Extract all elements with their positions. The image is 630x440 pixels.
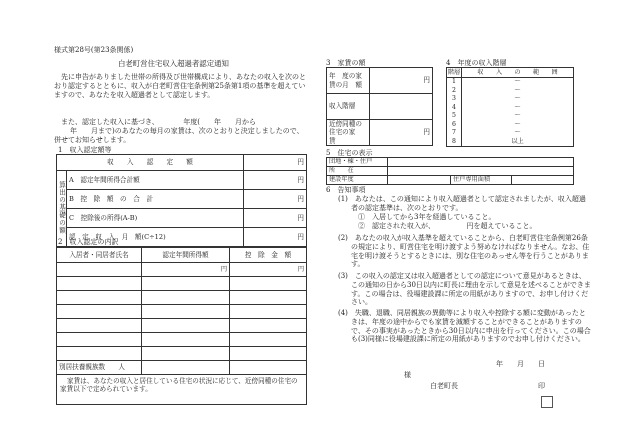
income-row-b-unit: 円 [244,190,307,209]
dependents-label: 別居扶養親族数 人 [57,361,142,375]
deduction-unit: 円 [230,263,307,277]
header-income: 認定年間所得額 [142,248,230,263]
income-amount-label: 収 入 認 定 額 [57,155,244,171]
income-row-a-unit: 円 [244,171,307,190]
table-row [57,277,142,291]
notice-item-1b: ② 認定された収入が、 円を超えていること。 [358,222,537,230]
rank-3: 3 [452,95,456,102]
intro-paragraph-1: 先に申告がありました世帯の所得及び世帯構成により、あなたの収入を次のとおり認定するとともに、収入が白老町営住宅条例第25条第1項の基準を超えていますので、あなたを収入超過者として認定します。 [54,73,306,99]
rent-row-monthly-unit: 円 [370,68,433,94]
table-row [57,347,142,361]
range-tilde-6: ～ [514,120,521,128]
notice-item-2: (2) あなたの収入が収入基準を超えていることから、白老町営住宅条例第26条の規定により、町営住宅を明け渡すよう努めなければなりません。なお、住宅を明け渡そうとするときには、別な住宅のあっせん等を行うことがあります。 [338,234,590,269]
range-tilde-4: ～ [514,103,521,111]
section5-heading: 5 住宅の表示 [326,149,373,157]
section6-heading: 6 告知事項 [326,186,366,194]
rent-row-rank: 収入階層 [327,94,370,120]
income-table [56,154,307,247]
rank-8: 8 [452,137,456,145]
header-name: 入居者・同居者氏名 [57,248,142,263]
section2-heading: 2 収入認定の内訳 [58,238,119,246]
mayor-label: 白老町長 [430,382,458,390]
range-last: 以上 [511,137,524,145]
income-row-monthly: 認 定 収 入 月 額(C÷12) [67,228,244,247]
checkbox-square [541,396,553,408]
income-row-c-unit: 円 [244,209,307,228]
table-row [57,333,142,347]
notice-item-1: (1) あなたは、この通知により収入超過者として認定されましたが、収入超過者の認定基準は、次のとおりです。 [338,195,586,212]
income-row-a: A 認定年間所得合計額 [67,171,244,190]
table-row [57,319,142,333]
section1-heading: 1 収入認定額等 [58,146,112,154]
rent-row-rank-value [370,94,433,120]
issue-date: 年 月 日 [496,360,545,368]
range-tilde-1: ～ [514,78,521,85]
intro-paragraph-2b: 年 月まで)のあなたの毎月の家賃は、次のとおりと決定しましたので、併せてお知らせします。 [54,127,304,144]
range-header: 収 入 の 範 囲 [462,68,574,78]
section3-heading: 3 家賃の額 [326,59,366,67]
housing-row-building: 団地・棟・住戸 [327,158,388,167]
income-row-monthly-unit: 円 [244,228,307,247]
rent-note: 家賃は、あなたの収入と居住している住宅の状況に応じて、近傍同種の住宅の家賃以下で定められています。 [57,375,307,405]
rank-5: 5 [452,112,456,119]
form-number: 様式第28号(第23条関係) [54,46,134,54]
breakdown-table [56,247,307,405]
section4-heading: 4 年度の収入階層 [446,59,507,67]
notice-item-4: (4) 失職、退職、同居親族の異動等により収入や控除する額に変動があったときは、年度の途中からでも家賃を減額することができることがありますので、その事実があったときから30日以内に申出を行ってください。この場合も(3)同様に役場建設課に所定の用紙がありますのでお申し付けください。 [338,309,591,344]
addressee-suffix: 様 [404,371,411,379]
rank-6: 6 [452,120,456,128]
rent-row-nearby: 近傍同種の住宅の家 賃 [327,120,370,146]
table-row [57,305,142,319]
housing-row-location: 所 在 [327,167,388,176]
range-tilde-5: ～ [514,112,521,119]
range-tilde-2: ～ [514,86,521,94]
intro-paragraph-2a: また、認定した収入に基づき、 年度( 年 月から [61,118,256,126]
income-amount-unit: 円 [244,155,307,171]
rank-4: 4 [452,103,456,111]
rent-table [326,67,433,146]
rent-row-monthly: 年 度の家賃の月 額 [327,68,370,94]
table-row [57,263,142,277]
housing-row-area: 住戸専用面積 [451,176,512,185]
notice-item-1a: ① 入居してから3年を経過していること。 [358,213,496,221]
housing-table [326,157,574,185]
rent-row-nearby-unit: 円 [370,120,433,146]
rank-2: 2 [452,86,456,94]
range-tilde-7: ～ [514,129,521,136]
income-row-c: C 控除後の所得(A-B) [67,209,244,228]
header-deduction: 控 除 金 額 [230,248,307,263]
housing-row-year: 建設年度 [327,176,388,185]
page-title: 白老町営住宅収入超過者認定通知 [118,59,229,68]
notice-item-3: (3) この収入の認定又は収入超過者としての認定について意見があるときは、この通知の日から30日以内に町長に理由を示して意見を述べることができます。この場合は、役場建設課に所定の用紙がありますので、お申し付けください。 [338,272,591,307]
range-tilde-3: ～ [514,95,521,102]
basis-label: 算出の基礎の額 [57,180,66,234]
rank-7: 7 [452,129,456,136]
rank-1: 1 [452,78,456,85]
income-unit: 円 [142,263,230,277]
income-row-b: B 控 除 額 の 合 計 [67,190,244,209]
rank-table [446,67,574,147]
seal-mark: 印 [538,382,545,390]
rank-header: 階層 [447,68,461,76]
table-row [57,291,142,305]
